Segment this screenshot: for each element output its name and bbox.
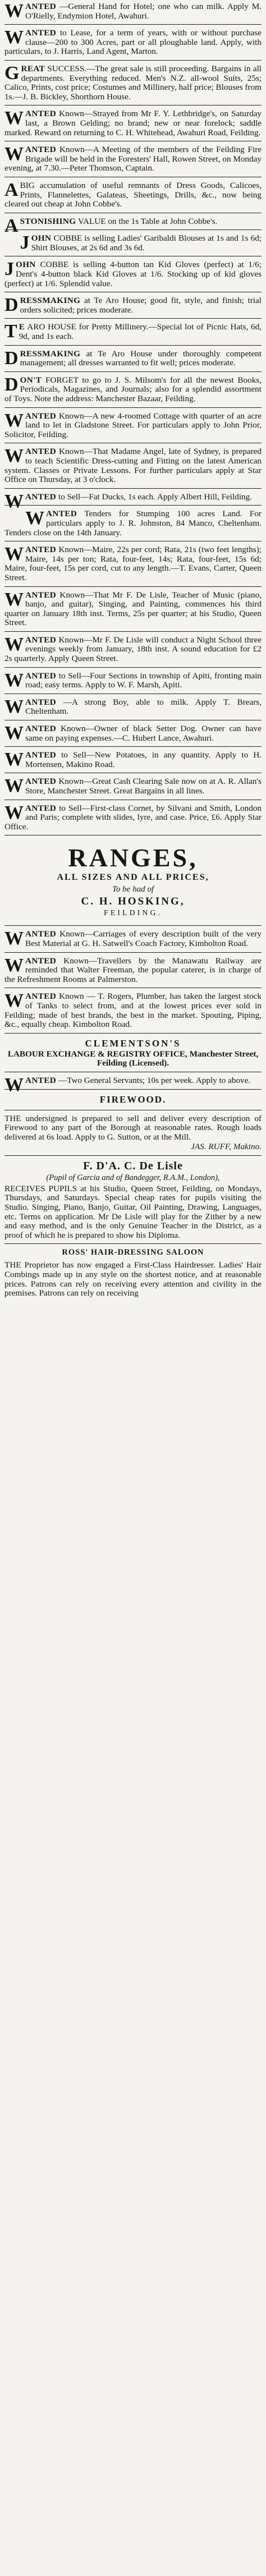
ad-text: —General Hand for Hotel; one who can milk. Apply M. O'Rielly, Endymion Hotel, Awahuri. xyxy=(25,2,262,21)
ad-text: to Sell—First-class Cornet, by Silvani and Smith, London and Paris; complete with slides, lyre, and case. Price, £6. Apply Star Office. xyxy=(4,803,262,832)
ad-lead-word: ANTED xyxy=(25,492,57,502)
ross-ad xyxy=(3,1248,263,1298)
ad-text: Known—A Meeting of the members of the Feilding Fire Brigade will be held in the Foresters' Hall, Rowen Street, on Monday evening, at 7.30.—Peter Thomson, Captain. xyxy=(4,145,262,173)
drop-capital: W xyxy=(25,508,44,529)
classified-ad xyxy=(3,545,263,582)
ad-lead-word: ANTED xyxy=(25,2,57,11)
classified-ad xyxy=(3,323,263,341)
ad-text: Known—That Mr F. De Lisle, Teacher of Music (piano, banjo, and guitar), Singing, and Painting, commences his third quarter on January 18th inst. Terms, 25s per quarter; at his Studio, Queen Street. xyxy=(4,590,262,628)
classified-ad xyxy=(3,447,263,484)
drop-capital: J xyxy=(4,259,14,280)
ad-text: Known—Great Cash Clearing Sale now on at A. R. Allan's Store, Manchester Street. Great Bargains in all lines. xyxy=(25,777,262,796)
ad-lead-word: ANTED xyxy=(25,803,57,813)
ad-text: Known—Maire, 22s per cord; Rata, 21s (two feet lengths); Maire, 14s per ton; Rata, four-feet, 14s; Rata, four-feet, 15s 6d; Maire, four-feet, 15s per cord, cut to any length.—T. Evans, Carter, Queen Street. xyxy=(4,545,262,582)
divider xyxy=(4,60,262,61)
ad-lead-word: RESSMAKING xyxy=(20,296,81,306)
ad-text: Known—That Madame Angel, late of Sydney, is prepared to teach Scientific Dress-cutting and Fitting on the latest American system. Classes or Private Lessons. For further particulars apply at Star Office on Thursday, at 3 o'clock. xyxy=(4,447,262,485)
ad-text: to Lease, for a term of years, with or without purchase clause—200 to 300 Acres, part or all ploughable land. Apply, with particulars, to J. Harris, Land Agent, Marton. xyxy=(4,28,262,57)
ad-lead-word: ANTED xyxy=(25,956,57,966)
classified-ad xyxy=(3,777,263,796)
ad-lead-word: ANTED xyxy=(25,697,57,707)
drop-capital: J xyxy=(20,232,30,254)
classified-ad xyxy=(3,724,263,743)
classified-ad xyxy=(3,62,263,102)
classified-ad xyxy=(3,992,263,1029)
ad-lead-word: ANTED xyxy=(25,1075,57,1085)
classified-ad xyxy=(3,215,263,236)
classified-ad xyxy=(3,751,263,769)
classified-ad xyxy=(3,296,263,315)
divider xyxy=(4,925,262,926)
divider xyxy=(4,631,262,632)
ad-lead-word: ANTED xyxy=(25,724,57,734)
classified-ad xyxy=(3,181,263,209)
divider xyxy=(4,1033,262,1034)
drop-capital: A xyxy=(4,179,19,200)
firewood-signature: JAS. RUFF, Makino. xyxy=(191,1142,262,1152)
ad-lead-word: ANTED xyxy=(25,991,57,1002)
ad-lead-word: ANTED xyxy=(25,28,57,38)
drop-capital: D xyxy=(4,347,19,369)
ad-lead-word: OHN xyxy=(16,260,36,270)
ad-text: at Te Aro House; good fit, style, and finish; trial orders solicited; prices moderate. xyxy=(20,296,262,315)
ad-lead-word: ANTED xyxy=(25,777,57,787)
ad-lead-word: REAT xyxy=(21,63,45,74)
ad-text: at Te Aro House under thoroughly competent management; all dresses warranted to fit well; prices moderate. xyxy=(20,348,262,368)
divider xyxy=(4,345,262,346)
divider xyxy=(4,229,262,230)
classified-ad xyxy=(3,234,263,252)
newspaper-column xyxy=(3,2,263,2574)
ross-text: THE Proprietor has now engaged a First-Class Hairdresser. Ladies' Hair Combings made up in any style on the shortest notice, and at reasonable prices. Patrons can rely on receiving every attention and civility in the premises. Patrons can rely on receiving xyxy=(4,1260,262,1298)
labour-body xyxy=(3,1050,263,1068)
drop-capital: W xyxy=(4,410,24,431)
classified-ad xyxy=(3,954,263,985)
drop-capital: W xyxy=(4,749,24,770)
classified-ad xyxy=(3,698,263,717)
drop-capital: W xyxy=(4,589,24,610)
classified-ads-top xyxy=(3,2,263,832)
drop-capital: G xyxy=(4,62,20,84)
drop-capital: W xyxy=(4,633,24,655)
ad-text: COBBE is selling Ladies' Garibaldi Blouses at 1s and 1s 6d; Shirt Blouses, at 2s 6d and 3s 6d. xyxy=(31,233,262,252)
divider xyxy=(4,318,262,319)
ad-text: Known — T. Rogers, Plumber, has taken the largest stock of Tanks to select from, and at the lowest prices ever sold in Feilding; made of best brands, the best in the market. Spouting, Piping, &c., equally cheap. Kimbolton Road. xyxy=(4,991,262,1030)
ad-lead-word: STONISHING xyxy=(20,216,76,226)
labour-exchange-ad xyxy=(3,1037,263,1068)
ad-lead-word: ANTED xyxy=(25,590,57,600)
classified-ad xyxy=(3,29,263,57)
ad-lead-word: ANTED xyxy=(25,750,57,760)
ross-heading: ROSS' HAIR-DRESSING SALOON xyxy=(62,1248,204,1257)
labour-title: CLEMENTSON'S xyxy=(85,1037,181,1049)
de-lisle-ad xyxy=(3,1160,263,1241)
ranges-ad xyxy=(3,839,263,922)
ad-text: ARO HOUSE for Pretty Millinery.—Special lot of Picnic Hats, 6d, 9d, and 1s each. xyxy=(19,322,262,342)
ad-lead-word: RESSMAKING xyxy=(20,348,81,359)
ad-lead-word: ON'T xyxy=(20,375,42,385)
drop-capital: W xyxy=(4,928,24,949)
drop-capital: W xyxy=(4,27,24,48)
drop-capital: W xyxy=(4,1074,24,1095)
ad-lead-word: ANTED xyxy=(46,509,77,519)
ad-text: Known—Carriages of every description built of the very Best Material at G. H. Satwell's Coach Factory, Kimbolton Road. xyxy=(25,929,262,948)
classified-ad xyxy=(3,633,263,664)
divider xyxy=(4,952,262,953)
labour-body-text: LABOUR EXCHANGE & REGISTRY OFFICE, Manchester Street, Feilding (Licensed). xyxy=(7,1049,259,1068)
divider xyxy=(4,407,262,408)
ad-text: Tenders for Stumping 100 acres Land. For particulars apply to J. R. Johnston, 84 Manco, Cheltenham. Tenders close on the 14th January. xyxy=(4,509,262,538)
divider xyxy=(4,1243,262,1244)
drop-capital: D xyxy=(4,295,19,316)
drop-capital: W xyxy=(4,696,24,717)
divider xyxy=(4,746,262,747)
divider xyxy=(4,667,262,668)
classified-ad xyxy=(3,669,263,691)
ad-text: to Sell—New Potatoes, in any quantity. Apply to H. Mortensen, Makino Road. xyxy=(25,750,262,769)
ad-text: Known—Travellers by the Manawatu Railway are reminded that Walter Freeman, the popular caterer, is in charge of the Refreshment Rooms at Palmerston. xyxy=(4,956,262,984)
ad-text: —Two General Servants; 10s per week. Apply to above. xyxy=(58,1075,251,1085)
classified-ads-mid xyxy=(3,930,263,1029)
divider xyxy=(4,1155,262,1156)
classified-ad xyxy=(3,145,263,173)
servants-ad xyxy=(3,1074,263,1095)
classified-ad xyxy=(3,804,263,832)
divider xyxy=(4,586,262,587)
drop-capital: W xyxy=(4,775,24,797)
ranges-heading: RANGES, xyxy=(68,843,198,873)
firewood-text: THE undersigned is prepared to sell and deliver every description of Firewood to any part of the Borough at reasonable rates. Rough loads delivered at 6s load. Apply to G. Sutton, or at the Mill. xyxy=(4,1113,262,1142)
ad-lead-word: ANTED xyxy=(25,109,57,119)
classified-ad xyxy=(3,412,263,440)
ad-lead-word: ANTED xyxy=(25,671,57,681)
ranges-name: C. H. HOSKING, xyxy=(81,896,185,908)
ad-text: —A strong Boy, able to milk. Apply T. Brears, Cheltenham. xyxy=(25,697,262,717)
ad-lead-word: E xyxy=(19,322,25,332)
drop-capital: W xyxy=(4,544,24,565)
ad-lead-word: ANTED xyxy=(25,145,57,155)
divider xyxy=(4,505,262,506)
ad-lead-word: ANTED xyxy=(25,411,57,421)
drop-capital: W xyxy=(4,446,24,467)
classified-ad xyxy=(3,376,263,404)
drop-capital: T xyxy=(4,321,17,342)
drop-capital: A xyxy=(4,215,19,236)
ad-text: to Sell—Fat Ducks, 1s each. Apply Albert Hill, Feilding. xyxy=(58,492,253,502)
drop-capital: W xyxy=(4,669,24,691)
firewood-ad xyxy=(3,1094,263,1152)
drop-capital: W xyxy=(4,723,24,744)
divider xyxy=(4,1089,262,1090)
classified-ad xyxy=(3,1074,263,1095)
ad-text: to Sell—Four Sections in township of Apiti, fronting main road; easy terms. Apply to W. F. Marsh, Apiti. xyxy=(25,671,262,690)
ad-lead-word: ANTED xyxy=(25,929,57,939)
de-lisle-text: RECEIVES PUPILS at his Studio, Queen Street, Feilding, on Mondays, Thursdays, and Saturdays. Special cheap rates for pupils visiting the Studio. Singing, Piano, Banjo, Guitar, Oil Painting, Drawing, Languages, etc. Terms on application. Mr De Lisle will play for the Zither by a new and easy method, and is the only Genuine Teacher in the District, as a proof of which he is prepared to show his Diploma. xyxy=(4,1183,262,1240)
ad-lead-word: ANTED xyxy=(25,545,57,555)
ad-text: COBBE is selling 4-button tan Kid Gloves (perfect) at 1/6; Dent's 4-button black Kid Gloves at 1/6. Stocking up of kid gloves (perfect) at 1/6. Splendid value. xyxy=(4,260,262,288)
divider xyxy=(4,24,262,25)
ad-text: Known—Strayed from Mr F. Y. Lethbridge's, on Saturday last, a Brown Gelding; no brand; new or near forelock; saddle marked. Reward on returning to C. H. Whitehead, Awahuri Road, Feilding. xyxy=(4,109,262,137)
drop-capital: W xyxy=(4,490,24,512)
firewood-heading: FIREWOOD. xyxy=(99,1094,167,1105)
classified-ad xyxy=(3,2,263,21)
classified-ad xyxy=(3,260,263,288)
drop-capital: W xyxy=(4,144,24,165)
classified-ad xyxy=(3,490,263,512)
classified-ad xyxy=(3,347,263,369)
ad-text: FORGET to go to J. S. Milsom's for all the newest Books, Periodicals, Magazines, and Journals; also for a splendid assortment of Toys. Note the address: Manchester Bazaar, Feilding. xyxy=(4,375,262,403)
de-lisle-sub: (Pupil of Garcia and of Bandegger, R.A.M., London), xyxy=(46,1173,220,1182)
drop-capital: W xyxy=(4,802,24,823)
firewood-body xyxy=(3,1114,263,1152)
classified-ad xyxy=(3,509,263,538)
drop-capital: D xyxy=(4,374,19,395)
classified-ad xyxy=(3,109,263,137)
drop-capital: W xyxy=(4,2,24,21)
ad-text: Known—Mr F. De Lisle will conduct a Night School three evenings weekly from January, 18th inst. A sound education for £2 2s quarterly. Apply Queen Street. xyxy=(4,635,262,664)
drop-capital: W xyxy=(4,108,24,129)
ad-lead-word: OHN xyxy=(31,233,52,244)
ad-text: VALUE on the 1s Table at John Cobbe's. xyxy=(78,216,218,226)
drop-capital: W xyxy=(4,954,24,976)
classified-ad xyxy=(3,591,263,628)
ad-text: SUCCESS.—The great sale is still proceeding. Bargains in all departments. Everything reduced. Men's N.Z. all-wool Suits, 25s; Calico, Prints, cost price; Costumes and Millinery, half price; Blouses from 1s.—J. B. Bickley, Shorthorn House. xyxy=(4,63,262,102)
ad-text: BIG accumulation of useful remnants of Dress Goods, Calicoes, Prints, Flannelettes, Galateas, Sheetings, Drills, &c., now being cleared out cheap at John Cobbe's. xyxy=(4,180,262,209)
ad-text: Known—A new 4-roomed Cottage with quarter of an acre land to let in Gladstone Street. For particulars apply to John Prior, Solicitor, Feilding. xyxy=(4,411,262,439)
ad-text: Known—Owner of black Setter Dog. Owner can have same on paying expenses.—C. Hubert Lance, Awahuri. xyxy=(25,724,262,743)
ranges-line: To be had of xyxy=(112,885,154,894)
divider xyxy=(4,371,262,372)
ad-lead-word: ANTED xyxy=(25,635,57,645)
classified-ad xyxy=(3,930,263,948)
ross-body xyxy=(3,1261,263,1298)
ad-lead-word: ANTED xyxy=(25,447,57,457)
de-lisle-body xyxy=(3,1184,263,1241)
ranges-subheading: ALL SIZES AND ALL PRICES, xyxy=(57,873,209,883)
divider xyxy=(4,488,262,489)
drop-capital: W xyxy=(4,990,24,1012)
ranges-place: FEILDING. xyxy=(103,909,163,918)
de-lisle-name: F. D'A. C. De Lisle xyxy=(83,1159,183,1172)
